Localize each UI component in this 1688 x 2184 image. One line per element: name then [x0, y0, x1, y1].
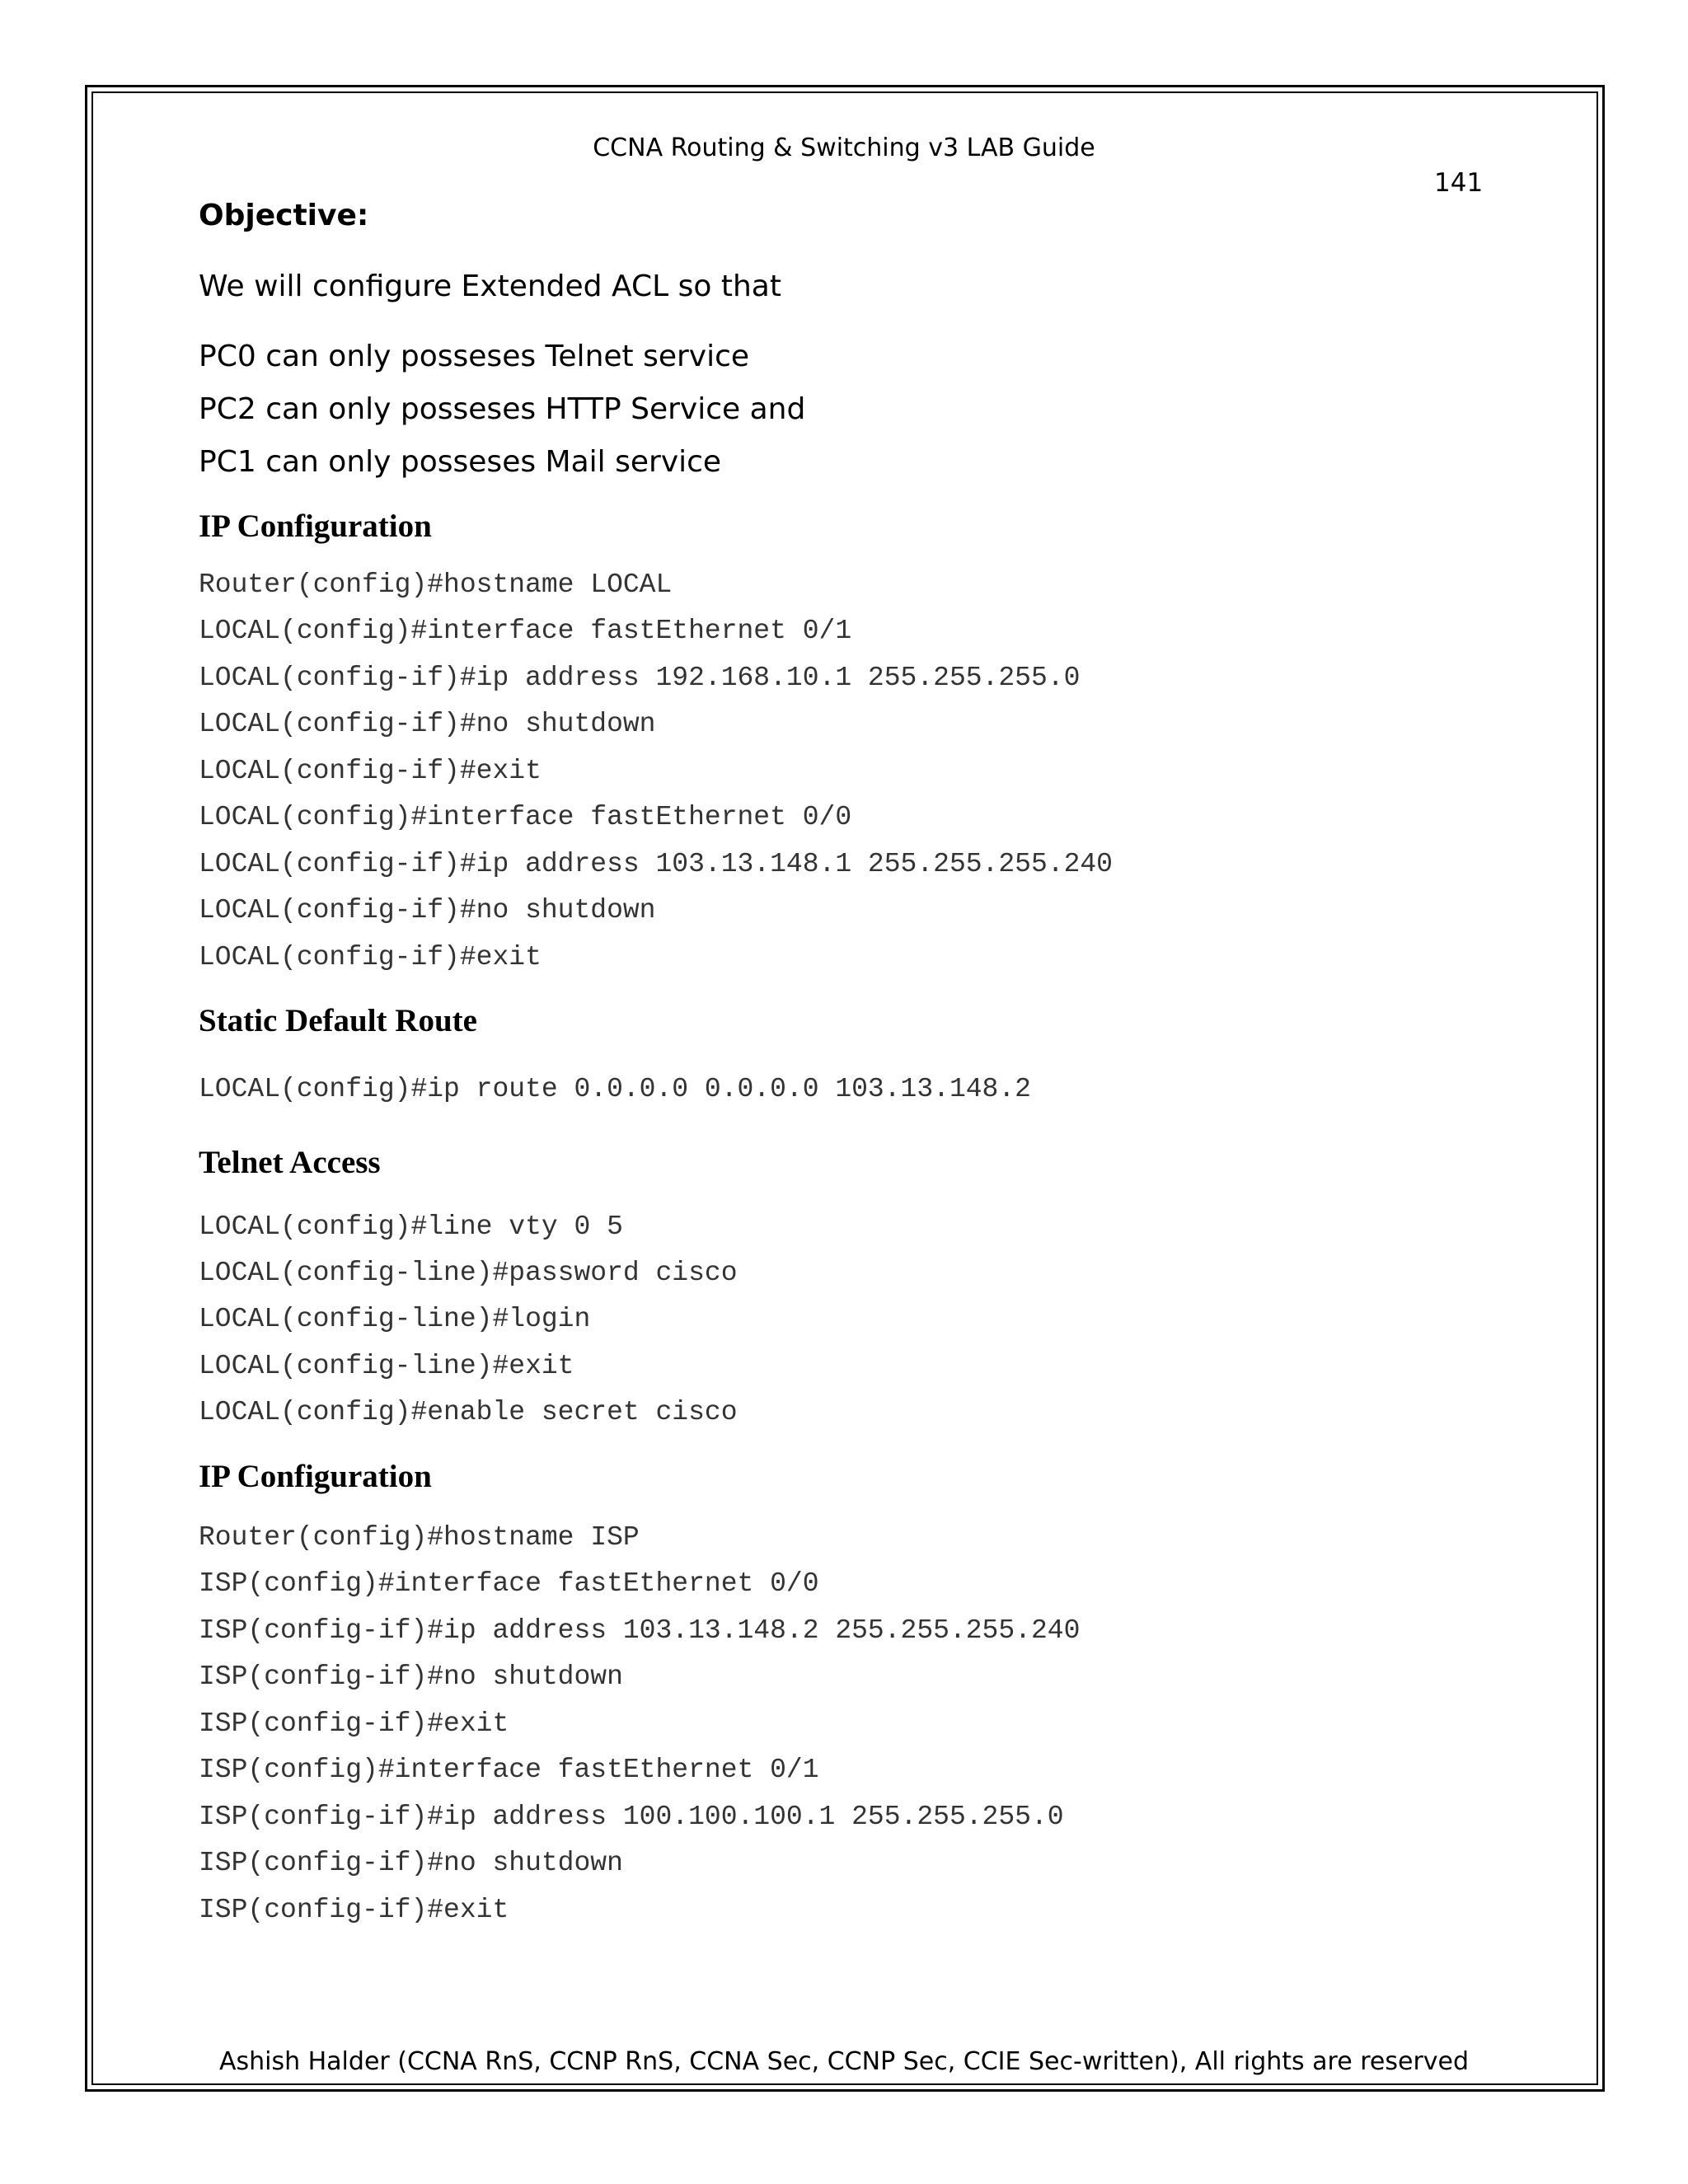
config-line: ISP(config-if)#no shutdown — [199, 1848, 623, 1878]
config-line: ISP(config-if)#exit — [199, 1708, 509, 1739]
config-line: ISP(config-if)#ip address 103.13.148.2 255.255.255.240 — [199, 1615, 1081, 1646]
config-line: LOCAL(config-line)#exit — [199, 1351, 574, 1381]
objective-intro: We will configure Extended ACL so that — [199, 269, 781, 303]
section-heading-static-default-route: Static Default Route — [199, 1003, 477, 1038]
config-line: ISP(config-if)#ip address 100.100.100.1 255.255.255.0 — [199, 1802, 1064, 1832]
config-line: Router(config)#hostname ISP — [199, 1522, 640, 1553]
section-heading-ip-configuration-local: IP Configuration — [199, 509, 432, 544]
config-line: LOCAL(config-if)#no shutdown — [199, 895, 656, 926]
running-header: CCNA Routing & Switching v3 LAB Guide — [593, 134, 1095, 162]
config-line: ISP(config-if)#exit — [199, 1895, 509, 1925]
objective-item: PC2 can only posseses HTTP Service and — [199, 392, 806, 426]
config-line: ISP(config-if)#no shutdown — [199, 1661, 623, 1692]
config-line: LOCAL(config-if)#exit — [199, 942, 542, 972]
config-line: LOCAL(config)#interface fastEthernet 0/1 — [199, 616, 852, 646]
config-line: LOCAL(config-if)#ip address 192.168.10.1 255.255.255.0 — [199, 663, 1081, 693]
config-line: LOCAL(config)#line vty 0 5 — [199, 1212, 623, 1242]
config-line: LOCAL(config)#ip route 0.0.0.0 0.0.0.0 103.13.148.2 — [199, 1074, 1031, 1104]
config-line: LOCAL(config-if)#exit — [199, 756, 542, 786]
config-line: LOCAL(config)#interface fastEthernet 0/0 — [199, 802, 852, 832]
section-heading-telnet-access: Telnet Access — [199, 1145, 381, 1180]
config-line: LOCAL(config-if)#ip address 103.13.148.1 255.255.255.240 — [199, 849, 1113, 879]
config-line: ISP(config)#interface fastEthernet 0/1 — [199, 1755, 819, 1785]
page-number: 141 — [1434, 168, 1484, 198]
section-heading-ip-configuration-isp: IP Configuration — [199, 1459, 432, 1494]
config-line: Router(config)#hostname LOCAL — [199, 569, 673, 600]
objective-heading: Objective: — [199, 199, 369, 232]
config-line: LOCAL(config)#enable secret cisco — [199, 1397, 738, 1427]
objective-item: PC1 can only posseses Mail service — [199, 445, 722, 479]
copyright-footer: Ashish Halder (CCNA RnS, CCNP RnS, CCNA Sec, CCNP Sec, CCIE Sec-written), All rights are reserved — [218, 2047, 1470, 2076]
config-line: LOCAL(config-line)#password cisco — [199, 1258, 738, 1288]
config-line: LOCAL(config-if)#no shutdown — [199, 709, 656, 739]
objective-item: PC0 can only posseses Telnet service — [199, 340, 750, 373]
config-line: LOCAL(config-line)#login — [199, 1304, 591, 1334]
config-line: ISP(config)#interface fastEthernet 0/0 — [199, 1568, 819, 1599]
